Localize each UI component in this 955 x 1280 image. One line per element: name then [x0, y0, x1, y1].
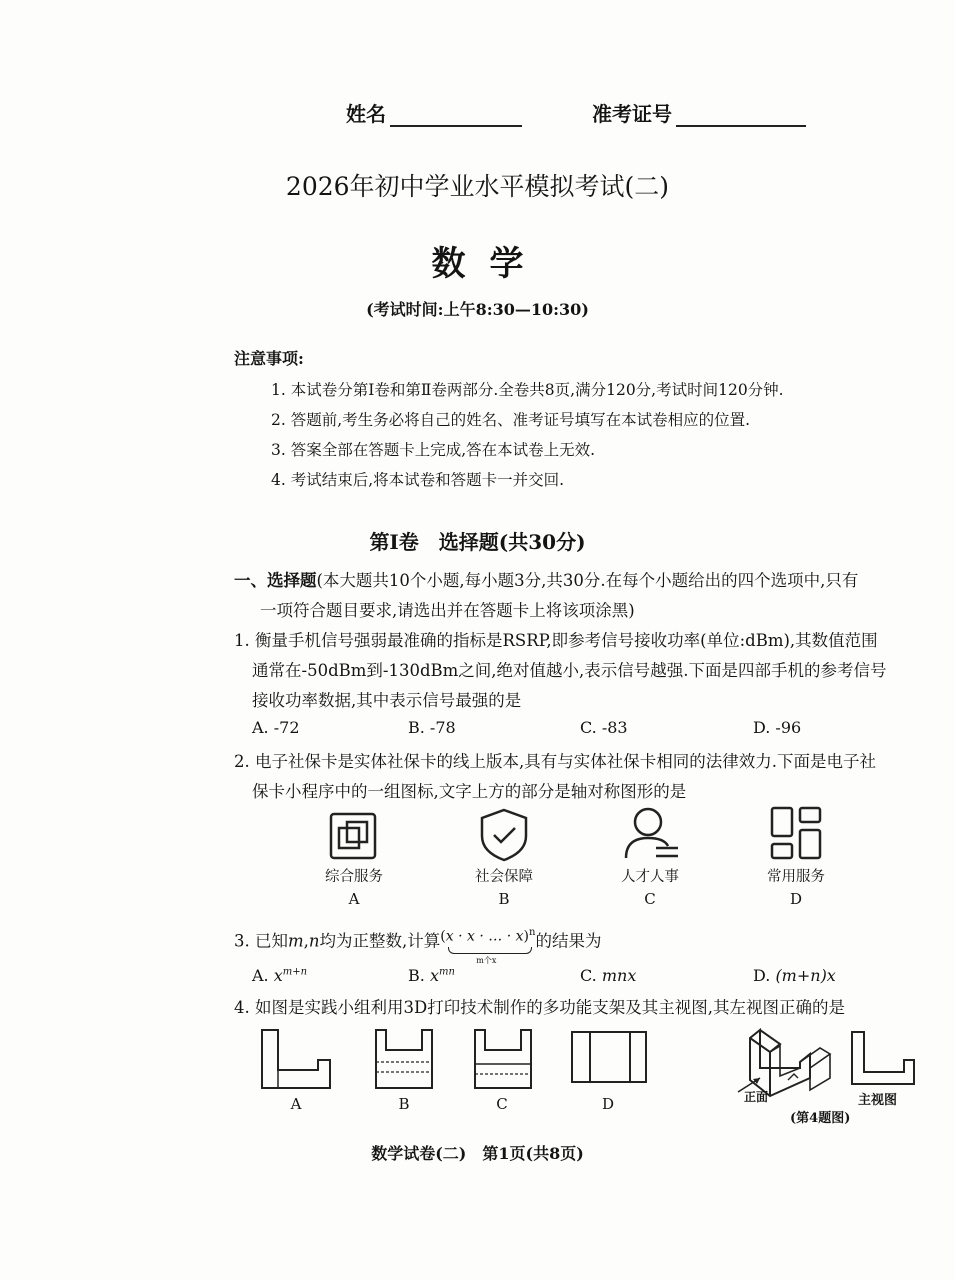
q1-line: 接收功率数据,其中表示信号最强的是 — [252, 691, 522, 710]
q3-option-exp: m+n — [282, 966, 308, 978]
shield-check-icon — [478, 808, 530, 862]
q4-main-view-label: 主视图 — [858, 1093, 898, 1108]
q3-option-base: (m+n)x — [775, 966, 836, 985]
q4-figure-caption: (第4题图) — [790, 1111, 851, 1126]
exam-title: 2026年初中学业水平模拟考试(二) — [285, 172, 670, 201]
q1-line: 1. 衡量手机信号强弱最准确的指标是RSRP,即参考信号接收功率(单位:dBm),其数值范围 — [234, 631, 878, 650]
q3-option-d — [753, 966, 836, 985]
q3-line — [234, 927, 602, 965]
q3-var-m: m — [288, 931, 304, 951]
q4-option-letter: B — [398, 1095, 410, 1113]
id-field — [592, 98, 806, 127]
overlapping-squares-icon — [329, 812, 377, 860]
name-field — [346, 98, 522, 127]
q1-option-d: D. -96 — [753, 718, 802, 737]
q3-option-b — [408, 966, 455, 985]
notice-heading: 注意事项: — [234, 349, 304, 368]
q3-expression: (x · x · … · x)$^n$ m个x — [440, 927, 536, 965]
q3-option-letter: A. — [252, 966, 269, 985]
part-one-label: 一、选择题 — [234, 571, 317, 590]
q1-option-a: A. -72 — [252, 718, 300, 737]
q2-icon-caption: 常用服务 — [767, 869, 825, 885]
q3-option-base: x — [429, 966, 439, 985]
q1-option-c: C. -83 — [580, 718, 628, 737]
part-one-text: (本大题共10个小题,每小题3分,共30分.在每个小题给出的四个选项中,只有 — [316, 571, 859, 590]
q3-option-letter: D. — [753, 966, 771, 985]
q4-option-letter: C — [496, 1095, 508, 1113]
q4-option-a-drawing — [260, 1028, 332, 1090]
q3-var-n: n — [308, 931, 320, 951]
q3-sep: , — [303, 931, 309, 951]
q4-option-d-drawing — [570, 1030, 648, 1084]
q4-line: 4. 如图是实践小组利用3D打印技术制作的多功能支架及其主视图,其左视图正确的是 — [234, 998, 845, 1017]
notice-item: 2. 答题前,考生务必将自己的姓名、准考证号填写在本试卷相应的位置. — [271, 411, 751, 429]
page-footer: 数学试卷(二) 第1页(共8页) — [371, 1144, 584, 1163]
q3-option-exp: mn — [438, 966, 455, 978]
notice-item: 1. 本试卷分第Ⅰ卷和第Ⅱ卷两部分.全卷共8页,满分120分,考试时间120分钟. — [271, 381, 784, 399]
notice-item: 3. 答案全部在答题卡上完成,答在本试卷上无效. — [271, 441, 596, 459]
q3-option-c — [580, 966, 636, 985]
exam-timing: (考试时间:上午8:30—10:30) — [366, 300, 589, 319]
section-title: 第Ⅰ卷 选择题(共30分) — [369, 530, 586, 554]
q3-underbrace — [448, 947, 532, 954]
q4-front-label: 正面 — [744, 1090, 769, 1104]
q2-option-letter: C — [644, 890, 656, 908]
grid-tiles-icon — [770, 806, 822, 860]
q2-option-letter: A — [348, 890, 360, 908]
part-one-line1 — [234, 567, 858, 591]
q2-line: 保卡小程序中的一组图标,文字上方的部分是轴对称图形的是 — [252, 782, 687, 801]
q3-option-a — [252, 966, 307, 985]
q2-icon-caption: 综合服务 — [325, 869, 383, 885]
name-blank — [390, 103, 522, 127]
notice-item: 4. 考试结束后,将本试卷和答题卡一并交回. — [271, 471, 565, 489]
q3-suffix: 的结果为 — [535, 931, 602, 951]
q4-main-view-drawing — [850, 1030, 916, 1086]
q1-line: 通常在-50dBm到-130dBm之间,绝对值越小,表示信号越强.下面是四部手机的参考信号 — [252, 661, 887, 680]
subject-title: 数学 — [431, 244, 548, 284]
id-label: 准考证号 — [592, 102, 672, 126]
q2-option-letter: D — [789, 890, 803, 908]
q3-option-letter: C. — [580, 966, 597, 985]
q4-option-b-drawing — [374, 1028, 434, 1090]
q3-prefix: 3. 已知 — [234, 931, 288, 951]
q3-under-label: m个x — [476, 956, 497, 965]
q3-option-letter: B. — [408, 966, 425, 985]
q3-option-base: x — [273, 966, 283, 985]
q3-option-base: mnx — [601, 966, 637, 985]
q3-product: x · x · … · x — [445, 928, 524, 945]
q2-icon-caption: 人才人事 — [621, 869, 679, 885]
part-one-line2: 一项符合题目要求,请选出并在答题卡上将该项涂黑) — [260, 601, 635, 620]
q4-option-c-drawing — [473, 1028, 533, 1090]
name-label: 姓名 — [346, 102, 386, 126]
q2-option-letter: B — [498, 890, 510, 908]
q2-icon-caption: 社会保障 — [475, 869, 533, 885]
q4-option-letter: A — [290, 1095, 302, 1113]
q4-option-letter: D — [601, 1095, 615, 1113]
q1-option-b: B. -78 — [408, 718, 456, 737]
q3-mid: 均为正整数,计算 — [319, 931, 441, 951]
person-icon — [624, 806, 680, 860]
id-blank — [676, 103, 806, 127]
q2-line: 2. 电子社保卡是实体社保卡的线上版本,具有与实体社保卡相同的法律效力.下面是电子社 — [234, 752, 876, 771]
q3-power: n — [528, 927, 536, 938]
